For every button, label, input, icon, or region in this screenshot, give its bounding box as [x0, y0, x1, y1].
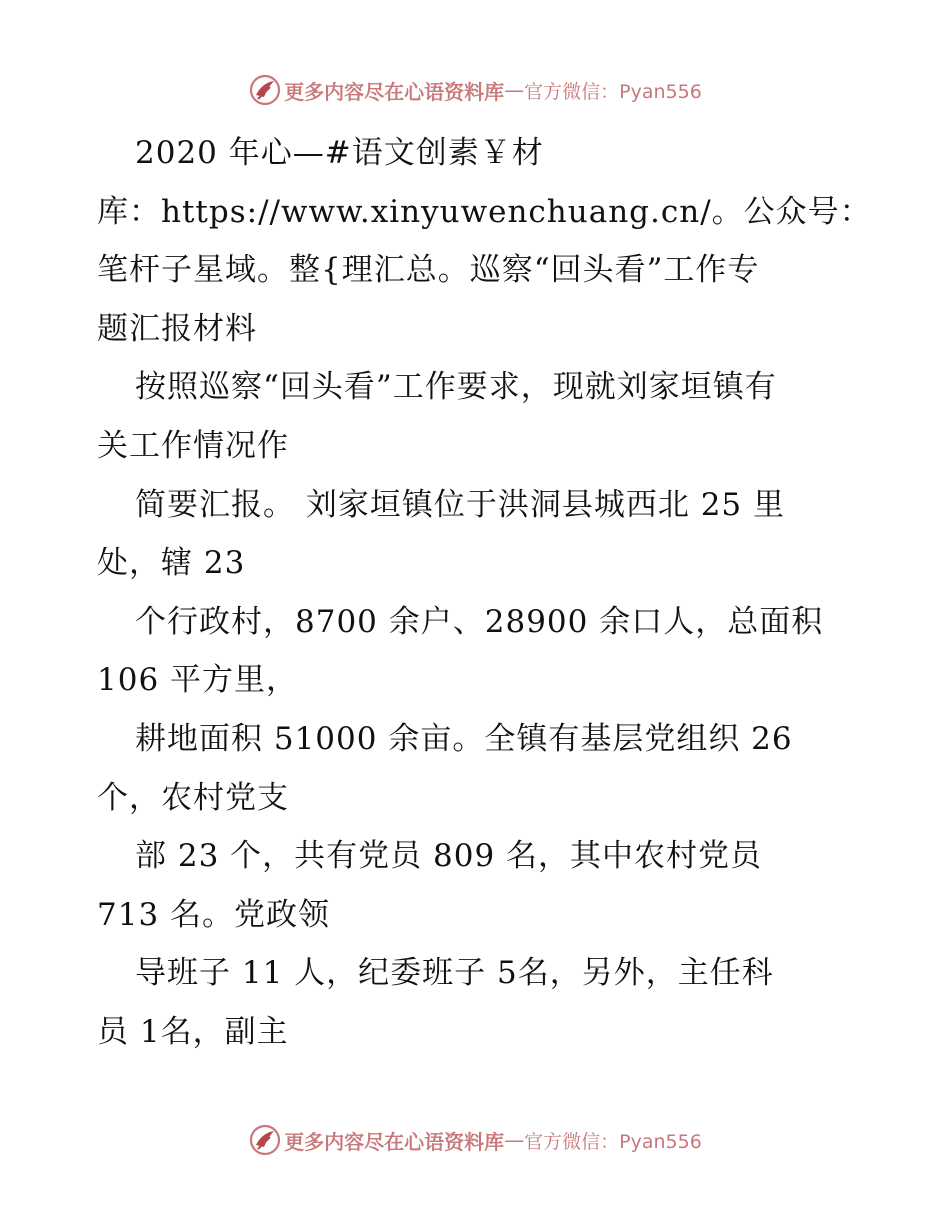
document-body [97, 124, 872, 1062]
banner-separator: — [504, 1128, 525, 1152]
text-line: 题汇报材料 [97, 310, 257, 347]
text-line: 部 23 个，共有党员 809 名，其中农村党员 [135, 838, 763, 875]
text-line: 个，农村党支 [97, 779, 289, 816]
logo-icon [248, 73, 282, 107]
text-line: 库：https://www.xinyuwenchuang.cn/。公众号： [97, 193, 872, 230]
text-line: 处，辖 23 [97, 545, 246, 582]
logo-icon [248, 1123, 282, 1157]
text-line: 导班子 11 人，纪委班子 5名，另外，主任科 [135, 955, 774, 992]
banner-title: 更多内容尽在心语资料库 [284, 79, 505, 104]
text-line: 笔杆子星域。整{理汇总。巡察“回头看”工作专 [97, 252, 760, 289]
header-banner [0, 70, 950, 110]
text-line: 106 平方里， [97, 662, 299, 699]
banner-wechat: 官方微信：Pyan556 [524, 1130, 702, 1153]
text-line: 713 名。党政领 [97, 896, 331, 933]
banner-separator: — [504, 78, 525, 102]
text-line: 按照巡察“回头看”工作要求，现就刘家垣镇有 [135, 369, 777, 406]
text-line: 2020 年心—#语文创素￥材 [135, 135, 544, 171]
text-line: 员 1名，副主 [97, 1013, 289, 1050]
footer-banner [0, 1120, 950, 1160]
text-line: 个行政村，8700 余户、28900 余口人，总面积 [135, 603, 824, 640]
text-line: 简要汇报。 刘家垣镇位于洪洞县城西北 25 里 [135, 486, 786, 523]
banner-wechat: 官方微信：Pyan556 [524, 80, 702, 103]
banner-title: 更多内容尽在心语资料库 [284, 1129, 505, 1154]
text-line: 关工作情况作 [97, 427, 289, 464]
text-line: 耕地面积 51000 余亩。全镇有基层党组织 26 [135, 720, 793, 757]
